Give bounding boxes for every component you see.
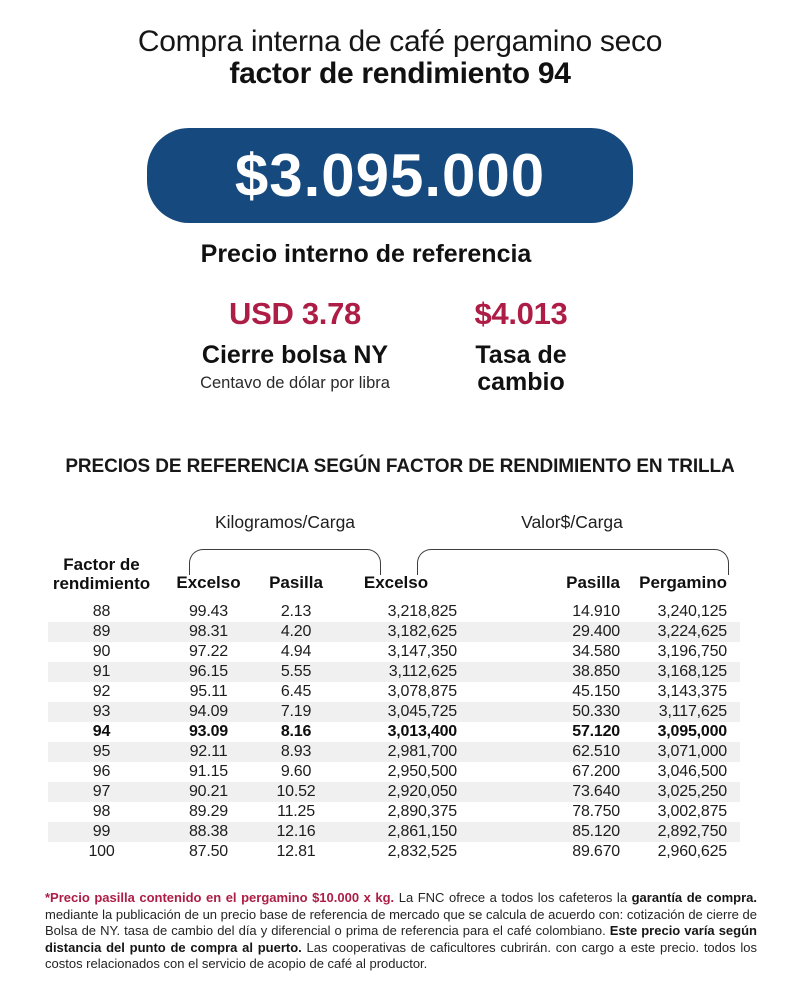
exchange-rate-label-line1: Tasa de [475,341,567,369]
cell-excelso-valor: 3,147,350 [387,643,457,660]
ny-close-sublabel: Centavo de dólar por libra [200,374,390,392]
cell-factor: 98 [92,803,111,820]
footnote-garantia: garantía de compra. [631,890,757,905]
footnote-pasilla-note: *Precio pasilla contenido en el pergamino $10.000 x kg. [45,890,395,905]
reference-price-badge [147,128,633,223]
cell-pergamino: 3,025,250 [657,783,727,800]
cell-pergamino: 3,095,000 [657,723,727,740]
footnote-text-1: La FNC ofrece a todos los cafeteros la [394,890,632,905]
cell-excelso-valor: 3,013,400 [387,723,457,740]
cell-pergamino: 3,224,625 [657,623,727,640]
table-row [48,702,740,722]
cell-excelso-kg: 90.21 [188,783,229,800]
cell-excelso-kg: 95.11 [189,683,228,700]
page-subtitle: factor de rendimiento 94 [229,57,571,90]
cell-pergamino: 3,002,875 [657,803,727,820]
cell-pasilla-kg: 2.13 [280,603,312,620]
cell-pasilla-valor: 73.640 [572,783,620,800]
group-header-kilogramos: Kilogramos/Carga [214,512,356,532]
cell-factor: 97 [92,783,111,800]
cell-factor: 90 [92,643,111,660]
cell-pasilla-kg: 6.45 [280,683,312,700]
cell-pasilla-kg: 12.16 [276,823,316,840]
table-row [48,822,740,842]
cell-excelso-valor: 2,981,700 [387,743,457,760]
cell-pasilla-kg: 11.25 [277,803,315,820]
price-table-body [48,602,740,862]
column-header-pasilla-valor: Pasilla [566,573,620,592]
cell-pergamino: 3,071,000 [657,743,727,760]
cell-pergamino: 2,892,750 [657,823,727,840]
table-row [48,682,740,702]
cell-excelso-kg: 88.38 [188,823,229,840]
ny-close-value: USD 3.78 [229,296,361,331]
cell-pasilla-valor: 57.120 [572,723,620,740]
reference-price-caption: Precio interno de referencia [200,240,532,268]
cell-pergamino: 3,117,625 [658,703,727,720]
cell-factor: 91 [92,663,111,680]
ny-close-label: Cierre bolsa NY [201,341,389,369]
cell-factor: 94 [92,723,111,740]
cell-pergamino: 3,196,750 [657,643,727,660]
cell-pasilla-kg: 7.19 [280,703,312,720]
table-row [48,762,740,782]
footnote-text-2: mediante la publicación de un precio base de referencia de mercado que se calcula de acuerdo con: cotización de cierre de Bolsa de NY. tasa de cambio del día y diferencial o prima de referencia para el café colombiano. [45,906,757,938]
cell-pasilla-valor: 38.850 [572,663,620,680]
cell-pergamino: 3,046,500 [657,763,727,780]
cell-excelso-valor: 2,950,500 [387,763,457,780]
cell-pasilla-valor: 50.330 [572,703,620,720]
cell-pergamino: 3,240,125 [657,603,727,620]
column-header-factor [48,555,155,594]
table-section-title: PRECIOS DE REFERENCIA SEGÚN FACTOR DE RENDIMIENTO EN TRILLA [65,456,735,477]
cell-pasilla-valor: 62.510 [572,743,620,760]
table-row [48,742,740,762]
exchange-rate-label-line2: cambio [477,368,565,396]
table-row-highlighted [48,722,740,742]
cell-factor: 92 [92,683,111,700]
table-row [48,642,740,662]
cell-excelso-valor: 2,861,150 [387,823,457,840]
column-header-excelso-kg: Excelso [176,573,241,592]
cell-pasilla-kg: 4.20 [280,623,312,640]
cell-pasilla-valor: 89.670 [572,843,620,860]
cell-pasilla-valor: 45.150 [572,683,620,700]
cell-pasilla-kg: 4.94 [280,643,312,660]
table-row [48,802,740,822]
cell-excelso-valor: 2,920,050 [387,783,457,800]
cell-pasilla-valor: 67.200 [572,763,620,780]
cell-factor: 96 [92,763,111,780]
cell-pergamino: 3,143,375 [657,683,727,700]
cell-pasilla-kg: 10.52 [276,783,316,800]
cell-factor: 93 [92,703,111,720]
cell-pergamino: 2,960,625 [657,843,727,860]
column-header-pergamino: Pergamino [639,573,727,592]
cell-factor: 95 [92,743,111,760]
cell-excelso-kg: 97.22 [188,643,229,660]
table-row [48,622,740,642]
cell-pasilla-kg: 8.93 [280,743,312,760]
footnote-precio-varia: Este precio varía según distancia del punto de compra al puerto. [45,923,757,955]
cell-excelso-kg: 87.50 [188,843,229,860]
cell-pasilla-valor: 34.580 [572,643,620,660]
cell-excelso-valor: 3,078,875 [387,683,457,700]
cell-pergamino: 3,168,125 [657,663,727,680]
cell-pasilla-valor: 14.910 [572,603,620,620]
table-row [48,602,740,622]
cell-excelso-kg: 99.43 [188,603,229,620]
group-header-valor: Valor$/Carga [521,512,623,532]
cell-factor: 100 [88,843,115,860]
cell-pasilla-valor: 29.400 [572,623,620,640]
table-row [48,782,740,802]
cell-factor: 99 [92,823,111,840]
cell-excelso-kg: 94.09 [188,703,229,720]
cell-excelso-kg: 91.15 [188,763,229,780]
cell-excelso-kg: 98.31 [188,623,229,640]
cell-pasilla-kg: 9.60 [280,763,312,780]
exchange-rate-label [401,342,641,396]
exchange-rate-stat [401,296,641,396]
cell-pasilla-valor: 85.120 [572,823,620,840]
footnote [45,890,757,973]
cell-pasilla-kg: 5.55 [280,663,312,680]
cell-pasilla-kg: 8.16 [280,723,312,740]
cell-excelso-valor: 3,218,825 [387,603,457,620]
cell-excelso-kg: 93.09 [188,723,229,740]
table-header-row [48,547,740,594]
cell-excelso-kg: 89.29 [188,803,229,820]
column-header-excelso-valor: Excelso [363,573,429,592]
exchange-rate-value: $4.013 [474,296,568,331]
cell-excelso-valor: 3,182,625 [387,623,457,640]
cell-factor: 89 [92,623,111,640]
cell-excelso-valor: 3,045,725 [387,703,457,720]
cell-excelso-valor: 2,890,375 [387,803,457,820]
cell-factor: 88 [92,603,111,620]
column-header-factor-line1: Factor de [63,555,140,574]
column-header-factor-line2: rendimiento [52,574,151,593]
ny-close-stat [165,296,425,393]
table-row [48,842,740,862]
cell-excelso-kg: 96.15 [188,663,229,680]
column-header-pasilla-kg: Pasilla [269,573,323,592]
cell-pasilla-kg: 12.81 [276,843,316,860]
reference-price-value: $3.095.000 [234,142,546,209]
table-row [48,662,740,682]
footnote-text-3: Las cooperativas de caficultores cubrirán. con cargo a este precio. todos los costos relacionados con el servicio de acopio de café al productor. [45,939,757,971]
cell-excelso-kg: 92.11 [189,743,228,760]
cell-excelso-valor: 2,832,525 [387,843,457,860]
cell-pasilla-valor: 78.750 [572,803,620,820]
page-title: Compra interna de café pergamino seco [137,25,663,58]
cell-excelso-valor: 3,112,625 [388,663,457,680]
